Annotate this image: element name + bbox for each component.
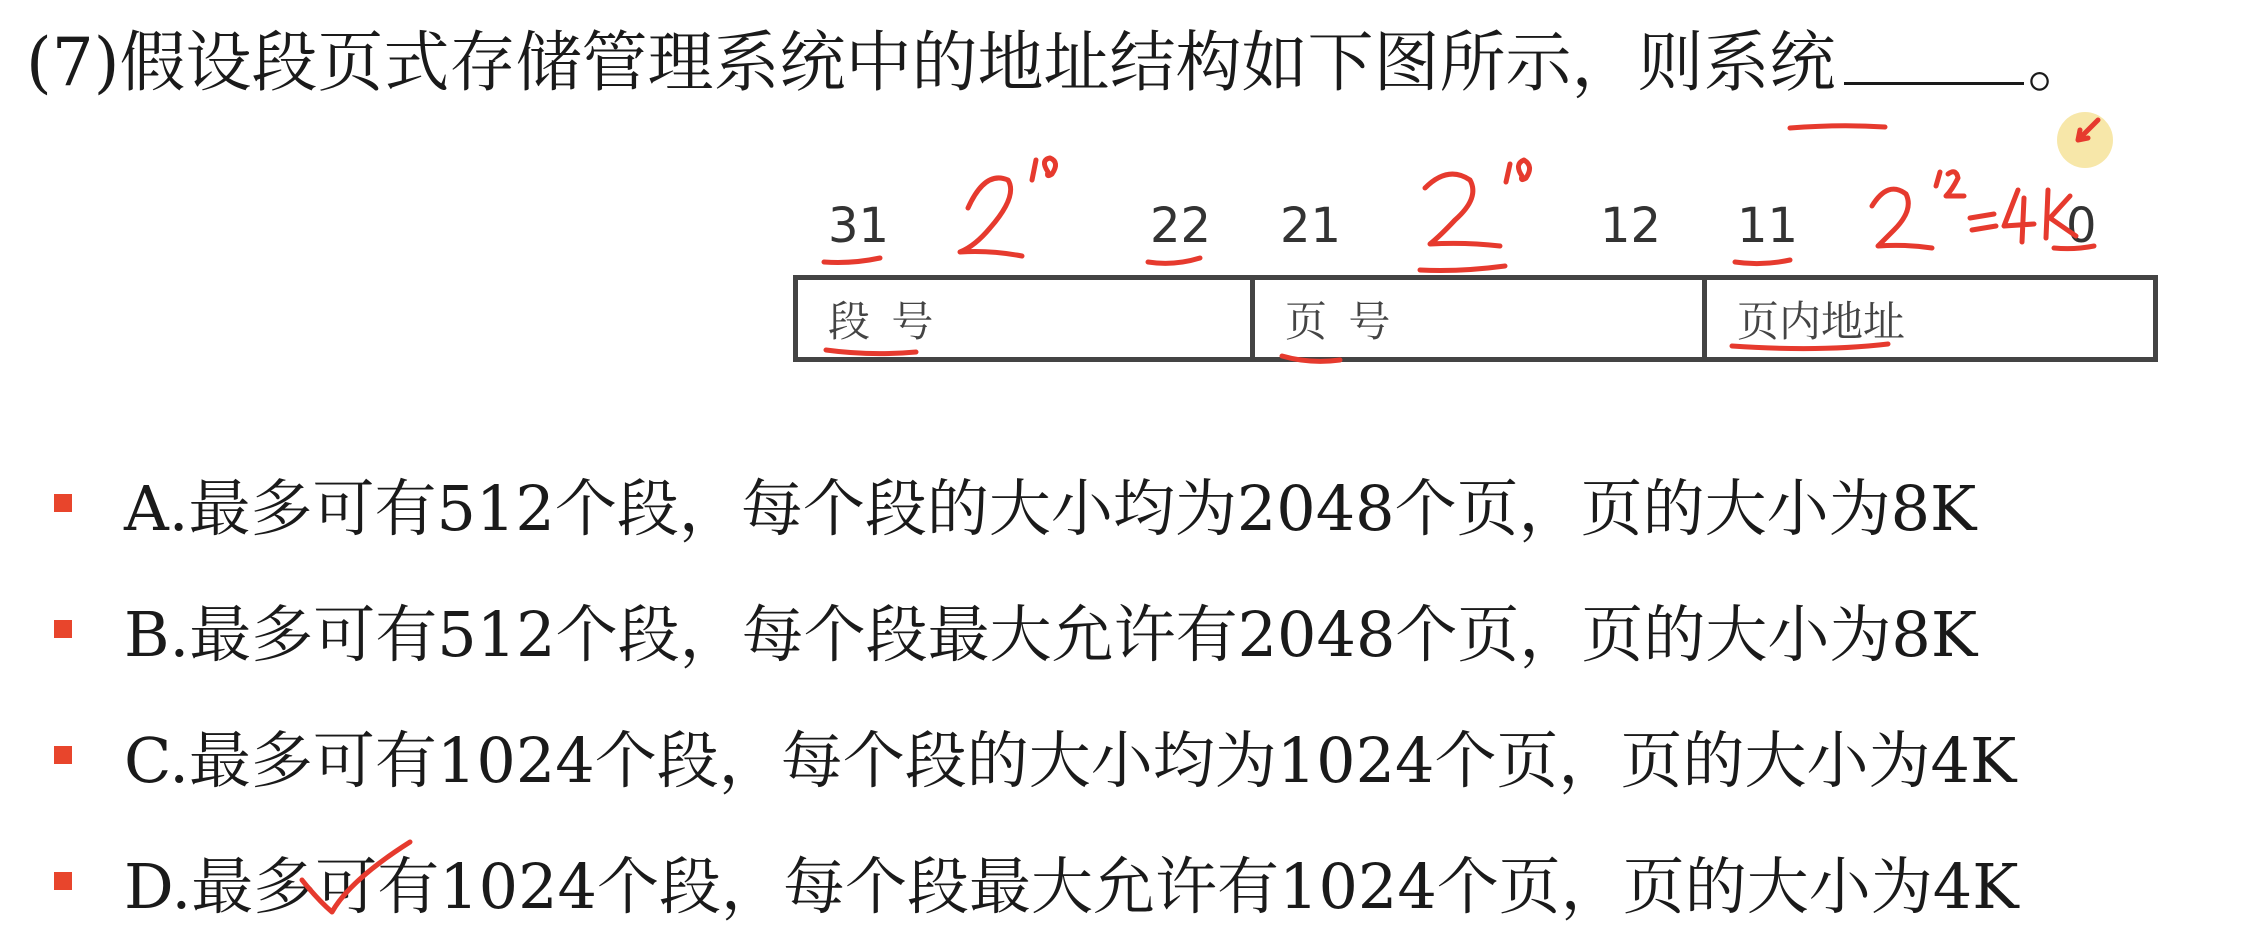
bit-label-11: 11 — [1737, 198, 1799, 254]
underline-11 — [1735, 260, 1790, 264]
option-a-text: A.最多可有512个段，每个段的大小均为2048个页，页的大小为8K — [124, 471, 1977, 545]
segment-number-field: 段 号 — [828, 296, 938, 346]
annotation-exp-12 — [1936, 172, 1964, 196]
bit-label-31: 31 — [828, 198, 890, 254]
answer-blank — [1844, 30, 2024, 85]
option-d[interactable] — [54, 818, 2019, 944]
annotation-4 — [2004, 190, 2034, 242]
option-b[interactable] — [54, 566, 2019, 692]
question-text — [26, 24, 2094, 101]
annotation-equals — [1970, 214, 1996, 230]
underline-31 — [824, 258, 880, 263]
bit-label-21: 21 — [1280, 198, 1342, 254]
bullet-icon — [54, 494, 72, 512]
option-b-text: B.最多可有512个段，每个段最大允许有2048个页，页的大小为8K — [124, 597, 1978, 671]
bit-label-12: 12 — [1600, 198, 1662, 254]
address-structure-diagram — [793, 275, 2158, 362]
bit-label-0: 0 — [2066, 198, 2097, 254]
bit-label-22: 22 — [1150, 198, 1212, 254]
bullet-icon — [54, 746, 72, 764]
annotation-2-pow-10-page — [1425, 174, 1500, 246]
underline-page-exp — [1420, 266, 1505, 271]
cursor-arrow — [2078, 120, 2098, 140]
underline-22 — [1148, 258, 1200, 263]
annotation-2-pow-10-seg — [960, 178, 1022, 256]
question-end-mark: 。 — [2027, 24, 2094, 101]
bullet-icon — [54, 620, 72, 638]
underline-system — [1790, 126, 1885, 128]
annotation-exp-10-page — [1506, 160, 1530, 182]
annotation-exp-10-seg — [1032, 158, 1056, 180]
bullet-icon — [54, 872, 72, 890]
question-stem: (7)假设段页式存储管理系统中的地址结构如下图所示，则系统 — [26, 24, 1836, 101]
option-c[interactable] — [54, 692, 2019, 818]
page-number-field: 页 号 — [1250, 280, 1702, 357]
option-a[interactable] — [54, 440, 2019, 566]
annotation-2-pow-12 — [1872, 189, 1932, 248]
page-offset-field: 页内地址 — [1702, 280, 2153, 357]
option-list — [54, 440, 2019, 944]
cursor-highlight — [2057, 112, 2113, 168]
option-c-text: C.最多可有1024个段，每个段的大小均为1024个页，页的大小为4K — [124, 723, 2017, 797]
option-d-text: D.最多可有1024个段，每个段最大允许有1024个页，页的大小为4K — [124, 849, 2019, 923]
